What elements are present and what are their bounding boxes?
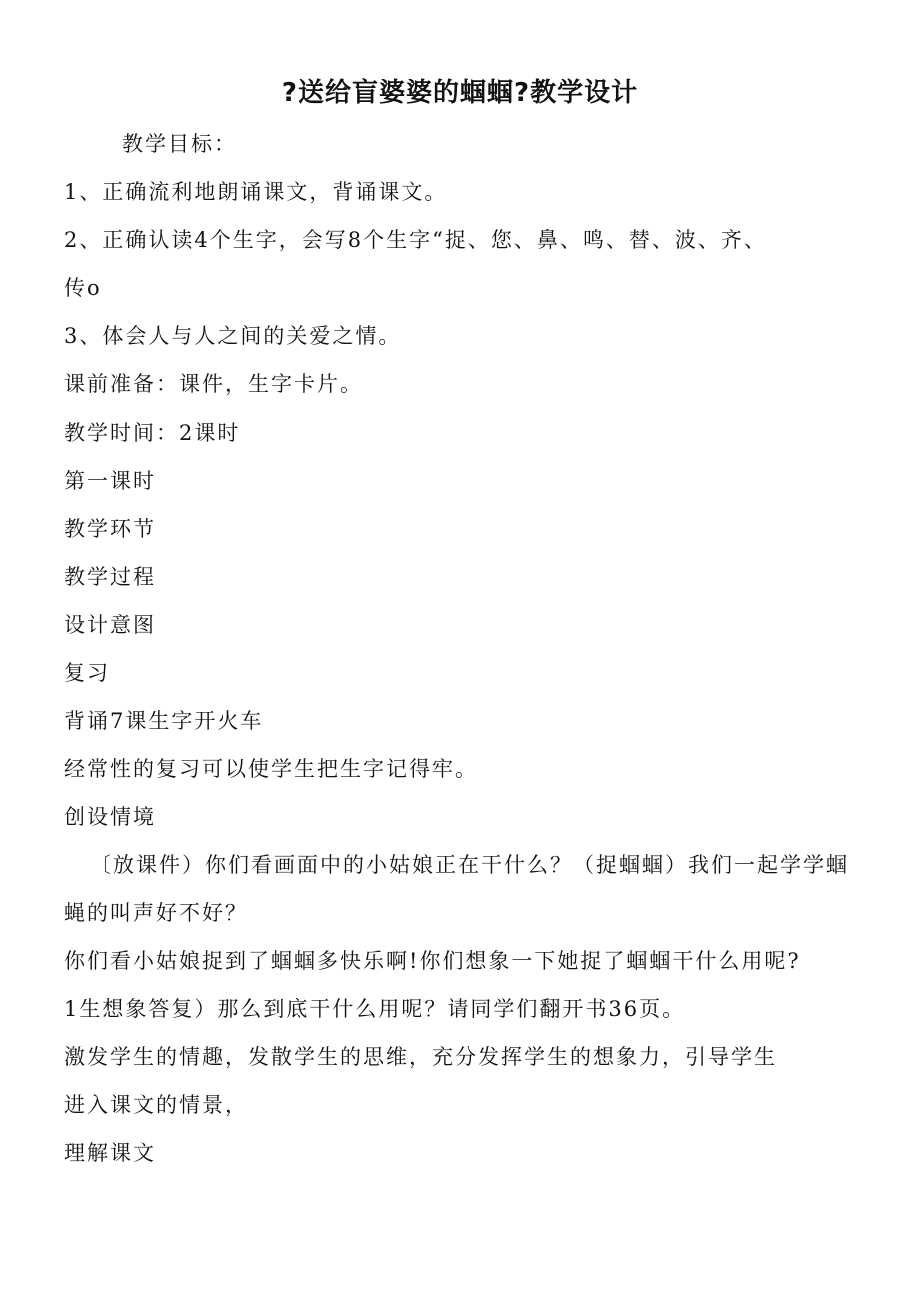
text-line-create-scenario: 创设情境 [64, 805, 156, 829]
text-line-review: 复习 [64, 661, 110, 685]
text-line-courseware-cont: 蝇的叫声好不好？ [64, 901, 248, 925]
text-line-objectives-heading: 教学目标： [122, 132, 237, 156]
document-title: ?送给盲婆婆的蝈蝈?教学设计 [281, 78, 639, 108]
text-line-review-intent: 经常性的复习可以使学生把生字记得牢。 [64, 757, 478, 781]
text-line-objective-2: 2、正确认读4个生字，会写8个生字“捉、您、鼻、鸣、替、波、齐、 [64, 228, 767, 252]
text-line-teaching-process: 教学过程 [64, 565, 156, 589]
text-line-inspire-cont: 进入课文的情景， [64, 1093, 248, 1117]
text-line-open-book: 1生想象答复）那么到底干什么用呢？请同学们翻开书36页。 [64, 997, 686, 1021]
text-line-design-intent: 设计意图 [64, 613, 156, 637]
text-line-preparation: 课前准备：课件，生字卡片。 [64, 372, 363, 396]
text-line-inspire: 激发学生的情趣，发散学生的思维，充分发挥学生的想象力，引导学生 [64, 1045, 777, 1069]
text-line-understand-text: 理解课文 [64, 1141, 156, 1165]
text-line-objective-2-cont: 传o [64, 276, 102, 300]
text-line-first-lesson: 第一课时 [64, 469, 156, 493]
text-line-teaching-stage: 教学环节 [64, 517, 156, 541]
text-line-imagine: 你们看小姑娘捉到了蝈蝈多快乐啊!你们想象一下她捉了蝈蝈干什么用呢? [64, 949, 801, 973]
text-line-objective-1: 1、正确流利地朗诵课文，背诵课文。 [64, 180, 448, 204]
text-line-objective-3: 3、体会人与人之间的关爱之情。 [64, 324, 402, 348]
text-line-recite-characters: 背诵7课生字开火车 [64, 709, 264, 733]
text-line-courseware: 〔放课件）你们看画面中的小姑娘正在干什么？（捉蝈蝈）我们一起学学蝈 [90, 853, 849, 877]
text-line-teaching-time: 教学时间：2课时 [64, 421, 241, 445]
